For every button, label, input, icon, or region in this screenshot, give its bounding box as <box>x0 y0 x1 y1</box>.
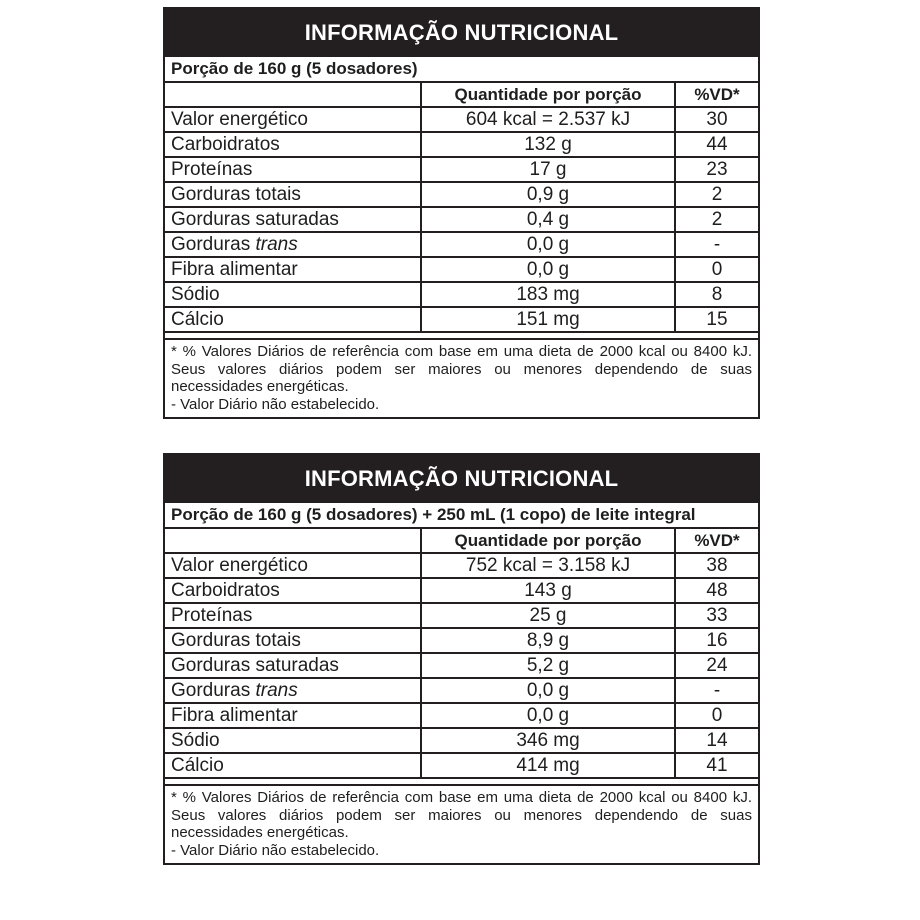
table-row <box>165 182 758 207</box>
nutrient-quantity: 143 g <box>421 578 675 603</box>
nutrient-quantity: 0,4 g <box>421 207 675 232</box>
footnote-not-established: - Valor Diário não estabelecido. <box>171 395 380 413</box>
table-row <box>165 207 758 232</box>
column-header-vd: %VD* <box>675 529 758 553</box>
nutrient-name: Gorduras totais <box>165 628 421 653</box>
nutrient-name: Cálcio <box>165 753 421 778</box>
section-divider <box>165 333 758 340</box>
table-row <box>165 603 758 628</box>
nutrient-name: Carboidratos <box>165 578 421 603</box>
nutrient-vd: - <box>675 678 758 703</box>
column-header-blank <box>165 529 421 553</box>
nutrient-quantity: 414 mg <box>421 753 675 778</box>
table-row <box>165 553 758 578</box>
nutrient-quantity: 183 mg <box>421 282 675 307</box>
nutrient-vd: 8 <box>675 282 758 307</box>
column-header-row <box>165 83 758 107</box>
nutrient-name: Proteínas <box>165 157 421 182</box>
nutrient-quantity: 0,0 g <box>421 678 675 703</box>
nutrient-vd: 2 <box>675 182 758 207</box>
nutrition-table-2 <box>163 453 760 865</box>
nutrient-vd: 0 <box>675 257 758 282</box>
nutrient-vd: 48 <box>675 578 758 603</box>
nutrient-name: Proteínas <box>165 603 421 628</box>
table-row <box>165 653 758 678</box>
table-row <box>165 257 758 282</box>
nutrient-grid <box>165 83 758 333</box>
table-row <box>165 753 758 778</box>
portion-label: Porção de 160 g (5 dosadores) <box>165 57 758 83</box>
footnotes <box>165 786 758 863</box>
nutrient-name: Sódio <box>165 728 421 753</box>
nutrient-quantity: 132 g <box>421 132 675 157</box>
nutrient-quantity: 8,9 g <box>421 628 675 653</box>
nutrient-vd: 2 <box>675 207 758 232</box>
nutrient-name-italic: trans <box>255 234 298 255</box>
nutrient-name: Gorduras saturadas <box>165 653 421 678</box>
table-row <box>165 678 758 703</box>
nutrient-name: Valor energético <box>165 107 421 132</box>
table-title: INFORMAÇÃO NUTRICIONAL <box>165 455 758 503</box>
nutrient-quantity: 0,9 g <box>421 182 675 207</box>
nutrient-quantity: 346 mg <box>421 728 675 753</box>
nutrient-quantity: 752 kcal = 3.158 kJ <box>421 553 675 578</box>
nutrient-name: Valor energético <box>165 553 421 578</box>
nutrient-name <box>165 678 421 703</box>
nutrient-name: Fibra alimentar <box>165 703 421 728</box>
nutrient-vd: 44 <box>675 132 758 157</box>
footnote-reference: * % Valores Diários de referência com base em uma dieta de 2000 kcal ou 8400 kJ. Seus valores diários podem ser maiores ou menores dependendo de suas necessidades energéticas. <box>171 343 752 395</box>
nutrient-vd: 14 <box>675 728 758 753</box>
section-divider <box>165 779 758 786</box>
nutrient-vd: 0 <box>675 703 758 728</box>
column-header-vd: %VD* <box>675 83 758 107</box>
portion-label: Porção de 160 g (5 dosadores) + 250 mL (1 copo) de leite integral <box>165 503 758 529</box>
nutrient-vd: - <box>675 232 758 257</box>
nutrition-table-1 <box>163 7 760 419</box>
nutrient-vd: 30 <box>675 107 758 132</box>
nutrient-name-prefix: Gorduras <box>171 234 256 255</box>
nutrient-quantity: 151 mg <box>421 307 675 332</box>
footnote-not-established: - Valor Diário não estabelecido. <box>171 841 380 859</box>
nutrient-quantity: 0,0 g <box>421 703 675 728</box>
nutrient-quantity: 25 g <box>421 603 675 628</box>
table-row <box>165 132 758 157</box>
nutrient-vd: 33 <box>675 603 758 628</box>
nutrient-name-prefix: Gorduras <box>171 680 256 701</box>
nutrient-vd: 23 <box>675 157 758 182</box>
nutrient-vd: 41 <box>675 753 758 778</box>
nutrient-name-italic: trans <box>255 680 298 701</box>
footnotes <box>165 340 758 417</box>
table-row <box>165 282 758 307</box>
table-row <box>165 703 758 728</box>
nutrient-vd: 15 <box>675 307 758 332</box>
nutrient-name: Gorduras saturadas <box>165 207 421 232</box>
column-header-blank <box>165 83 421 107</box>
table-row <box>165 107 758 132</box>
column-header-quantity: Quantidade por porção <box>421 83 675 107</box>
column-header-row <box>165 529 758 553</box>
table-row <box>165 307 758 332</box>
footnote-reference: * % Valores Diários de referência com base em uma dieta de 2000 kcal ou 8400 kJ. Seus valores diários podem ser maiores ou menores dependendo de suas necessidades energéticas. <box>171 789 752 841</box>
nutrient-vd: 38 <box>675 553 758 578</box>
table-row <box>165 232 758 257</box>
table-title: INFORMAÇÃO NUTRICIONAL <box>165 9 758 57</box>
table-row <box>165 728 758 753</box>
nutrient-grid <box>165 529 758 779</box>
nutrient-name: Cálcio <box>165 307 421 332</box>
table-row <box>165 157 758 182</box>
nutrient-name: Gorduras totais <box>165 182 421 207</box>
nutrient-name <box>165 232 421 257</box>
nutrient-name: Sódio <box>165 282 421 307</box>
column-header-quantity: Quantidade por porção <box>421 529 675 553</box>
table-row <box>165 628 758 653</box>
nutrient-name: Fibra alimentar <box>165 257 421 282</box>
nutrient-quantity: 604 kcal = 2.537 kJ <box>421 107 675 132</box>
nutrient-vd: 24 <box>675 653 758 678</box>
nutrient-quantity: 0,0 g <box>421 257 675 282</box>
nutrient-name: Carboidratos <box>165 132 421 157</box>
nutrient-quantity: 5,2 g <box>421 653 675 678</box>
nutrient-quantity: 0,0 g <box>421 232 675 257</box>
table-row <box>165 578 758 603</box>
nutrient-vd: 16 <box>675 628 758 653</box>
nutrient-quantity: 17 g <box>421 157 675 182</box>
